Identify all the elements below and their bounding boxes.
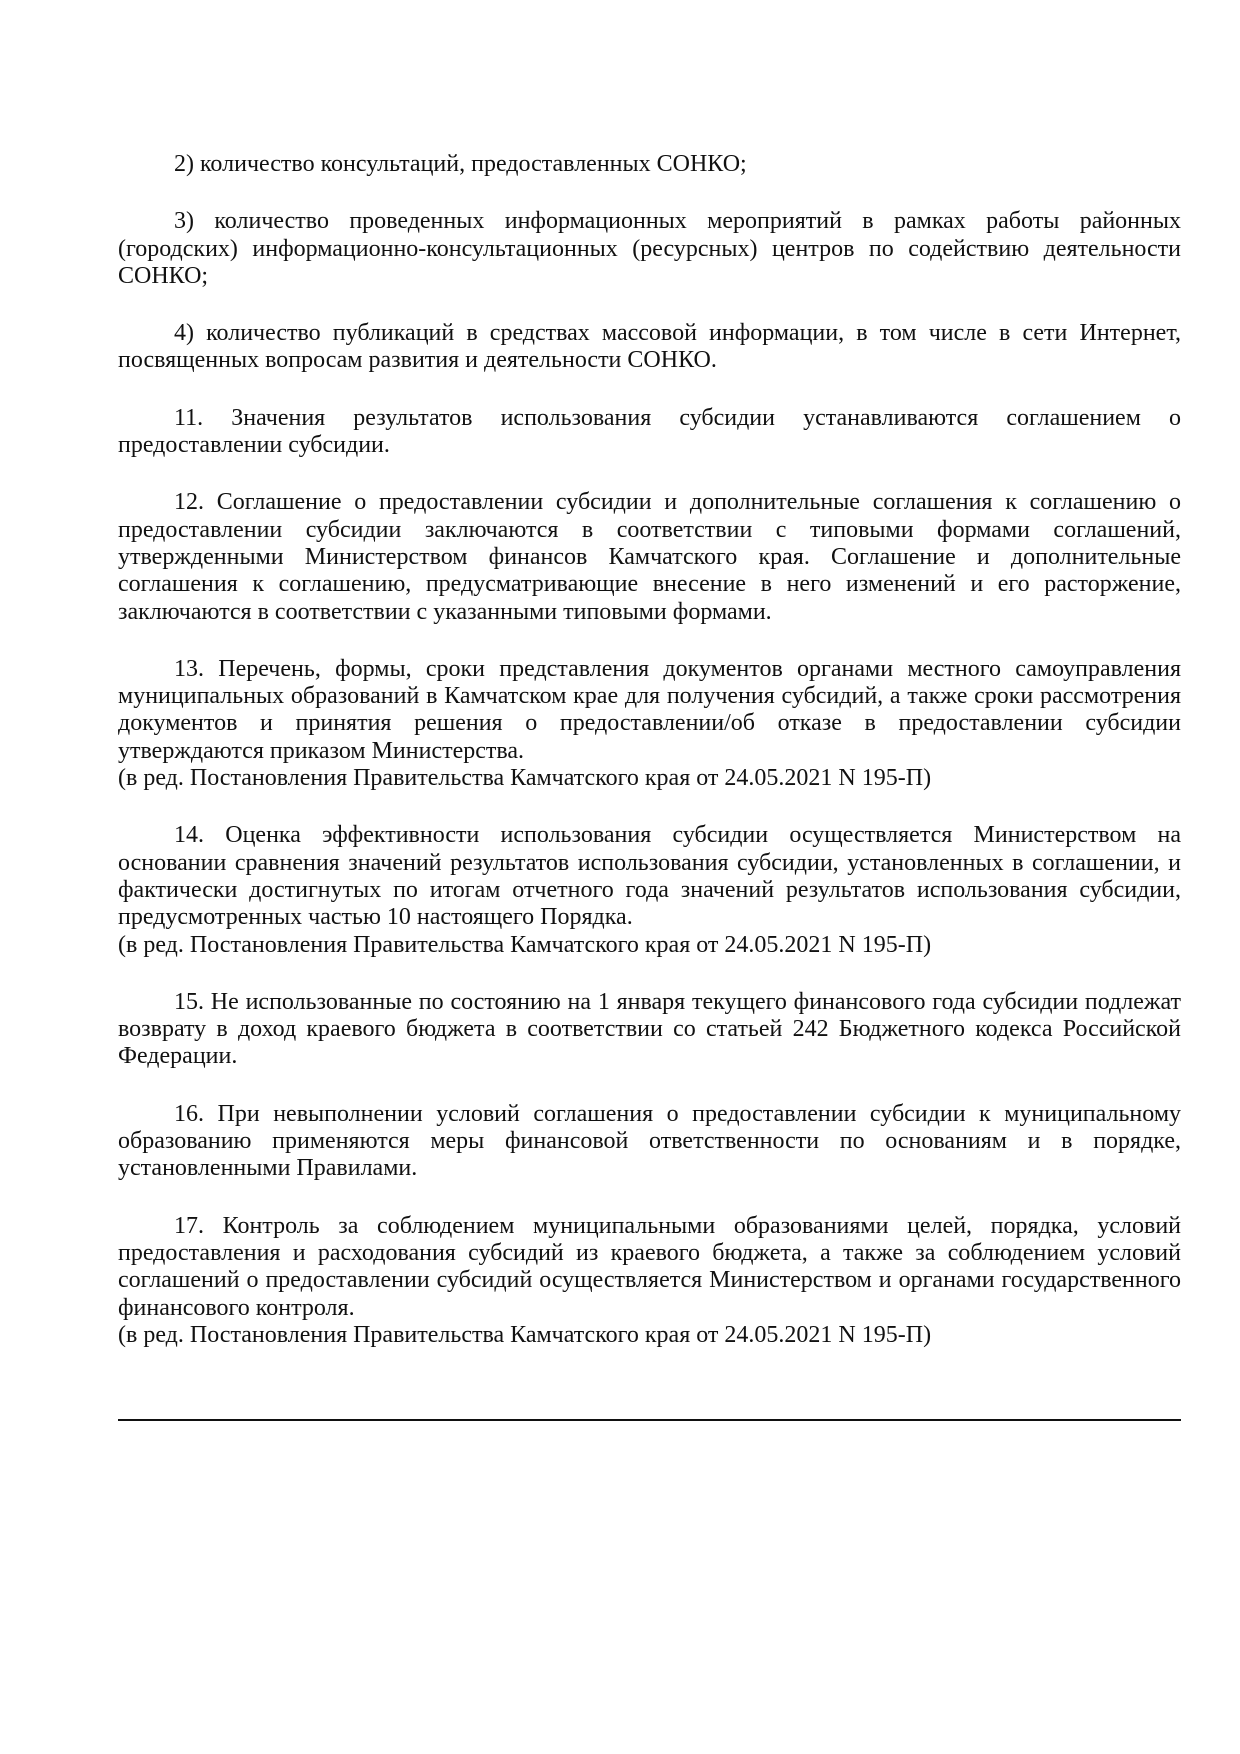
paragraph-item-3: [118, 208, 1181, 290]
paragraph-16: [118, 1101, 1181, 1183]
paragraph-text: 4) количество публикаций в средствах массовой информации, в том числе в сети Интернет, посвященных вопросам развития и деятельности СОНКО.: [118, 320, 1181, 374]
paragraph-15: [118, 989, 1181, 1071]
paragraph-text: 11. Значения результатов использования субсидии устанавливаются соглашением о предоставлении субсидии.: [118, 404, 1181, 459]
document-body: [118, 151, 1181, 1379]
paragraph-text: 13. Перечень, формы, сроки представления документов органами местного самоуправления муниципальных образований в Камчатском крае для получения субсидий, а также сроки рассмотрения документов и принятия решения о предоставлении/об отказе в предоставлении субсидии утверждаются приказом Министерства.: [118, 655, 1181, 764]
paragraph-text: 3) количество проведенных информационных мероприятий в рамках работы районных (городских) информационно-консультационных (ресурсных) центров по содействию деятельности СОНКО;: [118, 208, 1181, 289]
paragraph-item-2: [118, 151, 1181, 178]
paragraph-item-4: [118, 320, 1181, 375]
edition-note: (в ред. Постановления Правительства Камчатского края от 24.05.2021 N 195-П): [118, 931, 932, 958]
paragraph-14: [118, 822, 1181, 958]
paragraph-17: [118, 1213, 1181, 1349]
paragraph-text: 2) количество консультаций, предоставленных СОНКО;: [174, 151, 747, 177]
paragraph-text: 12. Соглашение о предоставлении субсидии и дополнительные соглашения к соглашению о предоставлении субсидии заключаются в соответствии с типовыми формами соглашений, утвержденными Министерством финансов Камчатского края. Соглашение и дополнительные соглашения к соглашению, предусматривающие внесение в него изменений и его расторжение, заключаются в соответствии с указанными типовыми формами.: [118, 489, 1181, 625]
paragraph-12: [118, 489, 1181, 625]
paragraph-13: [118, 656, 1181, 792]
paragraph-11: [118, 405, 1181, 460]
paragraph-text: 14. Оценка эффективности использования субсидии осуществляется Министерством на основании сравнения значений результатов использования субсидии, установленных в соглашении, и фактически достигнутых по итогам отчетного года значений результатов использования субсидии, предусмотренных частью 10 настоящего Порядка.: [118, 822, 1181, 931]
paragraph-text: 17. Контроль за соблюдением муниципальными образованиями целей, порядка, условий предоставления и расходования субсидий из краевого бюджета, а также за соблюдением условий соглашений о предоставлении субсидий осуществляется Министерством и органами государственного финансового контроля.: [118, 1212, 1181, 1321]
paragraph-text: 15. Не использованные по состоянию на 1 января текущего финансового года субсидии подлежат возврату в доход краевого бюджета в соответствии со статьей 242 Бюджетного кодекса Российской Федерации.: [118, 988, 1181, 1070]
paragraph-text: 16. При невыполнении условий соглашения о предоставлении субсидии к муниципальному образованию применяются меры финансовой ответственности по основаниям и в порядке, установленными Правилами.: [118, 1100, 1181, 1182]
end-rule-divider: [118, 1419, 1181, 1421]
edition-note: (в ред. Постановления Правительства Камчатского края от 24.05.2021 N 195-П): [118, 765, 932, 792]
edition-note: (в ред. Постановления Правительства Камчатского края от 24.05.2021 N 195-П): [118, 1321, 932, 1348]
